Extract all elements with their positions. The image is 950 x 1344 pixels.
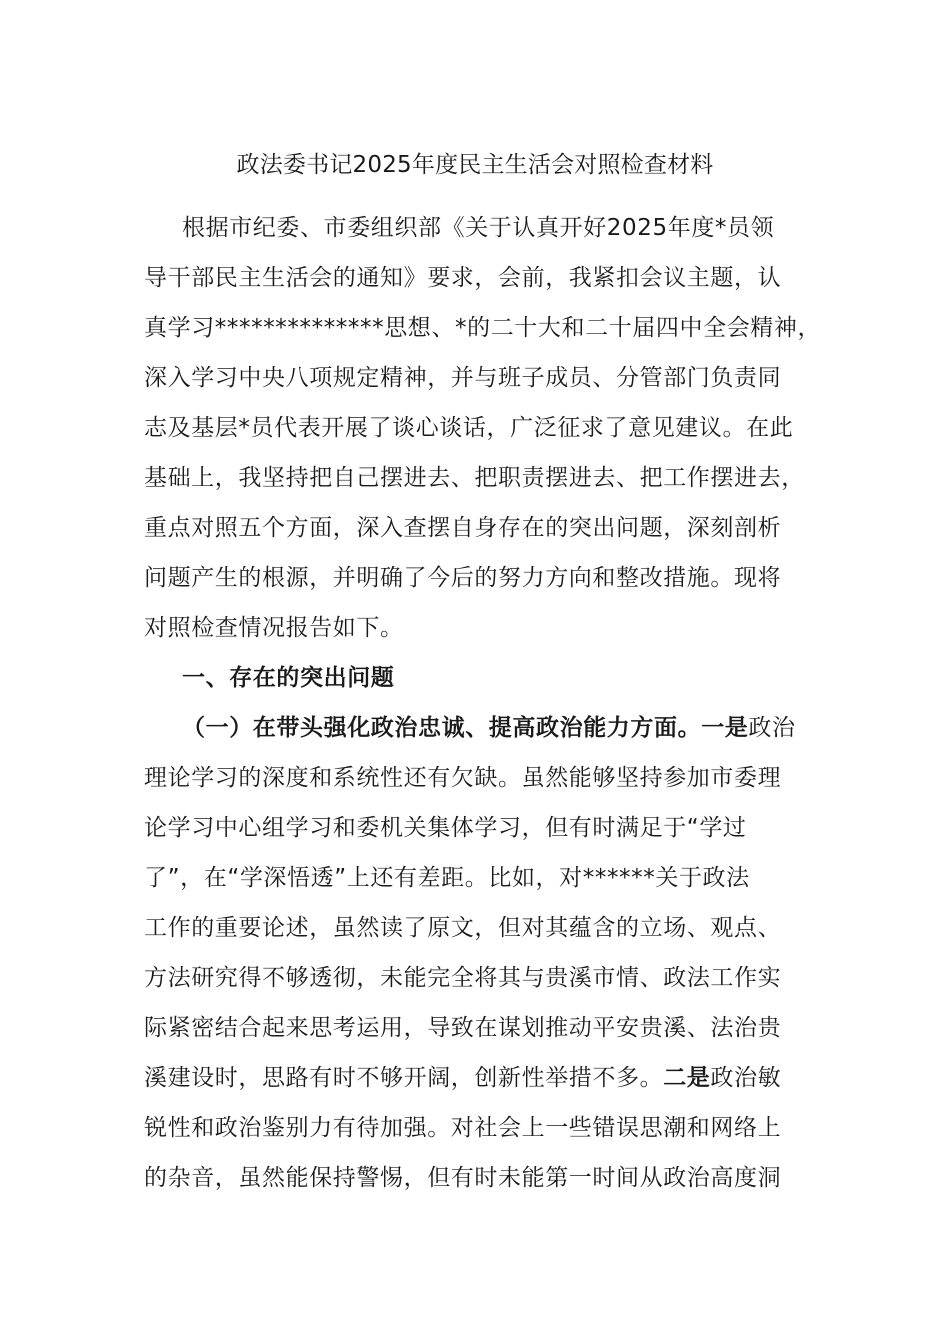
line-before-marker: 溪建设时，思路有时不够开阔，创新性举措不多。 [144,1065,664,1091]
intro-line-1: 根据市纪委、市委组织部《关于认真开好2025年度*员领 [182,215,775,241]
subsection-heading: （一）在带头强化政治忠诚、提高政治能力方面。 [182,715,702,741]
intro-line-7: 重点对照五个方面，深入查摆自身存在的突出问题，深刻剖析 [144,515,782,541]
subsection-line-2: 论学习中心组学习和委机关集体学习，但有时满足于“学过 [144,815,747,841]
subsection-line-8: 锐性和政治鉴别力有待加强。对社会上一些错误思潮和网络上 [144,1115,782,1141]
intro-line-6: 基础上，我坚持把自己摆进去、把职责摆进去、把工作摆进去， [144,465,805,491]
subsection-line-1: 理论学习的深度和系统性还有欠缺。虽然能够坚持参加市委理 [144,765,782,791]
intro-line-9: 对照检查情况报告如下。 [144,615,404,641]
second-point-tail: 政治敏 [710,1065,782,1091]
intro-line-5: 志及基层*员代表开展了谈心谈话，广泛征求了意见建议。在此 [144,415,794,441]
first-point-marker: 一是 [701,715,749,741]
intro-line-4: 深入学习中央八项规定精神，并与班子成员、分管部门负责同 [144,365,782,391]
subsection-line-6: 际紧密结合起来思考运用，导致在谋划推动平安贵溪、法治贵 [144,1015,782,1041]
subsection-line-7 [144,1061,950,1111]
subsection-line-9: 的杂音，虽然能保持警惕，但有时未能第一时间从政治高度洞 [144,1165,782,1191]
subsection-first-line [182,711,950,761]
first-point-tail: 政治 [748,715,796,741]
intro-line-3: 真学习**************思想、*的二十大和二十届四中全会精神， [144,315,822,341]
subsection-line-3: 了”，在“学深悟透”上还有差距。比如，对******关于政法 [144,865,750,891]
subsection-line-4: 工作的重要论述，虽然读了原文，但对其蕴含的立场、观点、 [144,915,782,941]
section-heading: 一、存在的突出问题 [182,665,395,691]
intro-line-8: 问题产生的根源，并明确了今后的努力方向和整改措施。现将 [144,565,782,591]
intro-line-2: 导干部民主生活会的通知》要求，会前，我紧扣会议主题，认 [144,265,782,291]
second-point-marker: 二是 [663,1065,711,1091]
document-title: 政法委书记2025年度民主生活会对照检查材料 [236,152,714,178]
subsection-line-5: 方法研究得不够透彻，未能完全将其与贵溪市情、政法工作实 [144,965,782,991]
